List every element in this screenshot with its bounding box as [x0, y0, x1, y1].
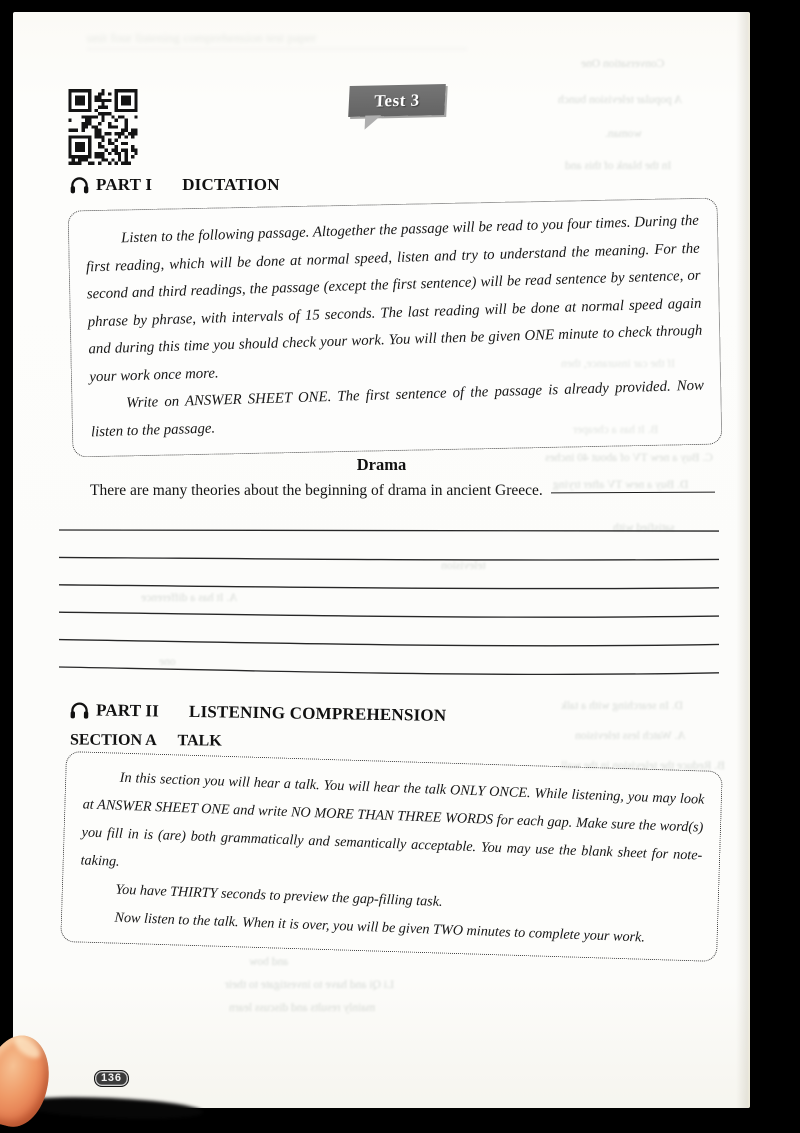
bleedthrough-text: Li Qi and have to investigate to their [225, 979, 394, 991]
passage-title: Drama [356, 455, 407, 474]
bleedthrough-page-header: unit four listening comprehension test paper [87, 30, 467, 50]
part1-instructions-paragraph: Write on ANSWER SHEET ONE. The first sentence of the passage is already provided. Now listen to the passage. [90, 377, 705, 440]
scanned-test-page [13, 12, 750, 1108]
part2-instructions-box [60, 751, 723, 962]
section-a-label: SECTION A [69, 731, 156, 750]
headphones-icon [70, 177, 89, 194]
bleedthrough-text: television [441, 560, 486, 572]
part1-label: PART I [96, 175, 153, 194]
page-number-badge: 136 [94, 1070, 129, 1087]
qr-code-svg [68, 89, 138, 165]
writing-lines [53, 516, 725, 688]
bleedthrough-text: satisfied with [613, 522, 675, 534]
part2-instructions-paragraph: In this section you will hear a talk. You will hear the talk ONLY ONCE. While listening, you may look at ANSWER SHEET ONE and write NO MORE THAN THREE WORDS for each gap. Make sure the word(s) you fill in is (are) both grammatically and semantically acceptable. You may use the blank sheet for note-taking. [80, 769, 705, 870]
passage-first-sentence: There are many theories about the beginning of drama in ancient Greece. [90, 482, 543, 499]
passage-first-sentence-row [58, 482, 715, 500]
bleedthrough-text: mainly results and discuss learn [229, 1002, 376, 1014]
section-a-name: TALK [177, 732, 222, 750]
part2-name: LISTENING COMPREHENSION [188, 701, 447, 725]
bleedthrough-text: In the blank of this and [565, 160, 672, 172]
bleedthrough-text: D. Buy a new TV after trying [553, 479, 689, 491]
bleedthrough-text: B. It has a cheaper [573, 424, 659, 436]
bleedthrough-text: A popular television bunch [558, 94, 683, 106]
bleedthrough-text: C. Buy a new TV of about 40 inches [545, 452, 713, 464]
part1-instructions-box [68, 198, 723, 458]
part1-heading [70, 175, 280, 195]
bleedthrough-text: A. It has a difference [141, 592, 238, 604]
bleedthrough-text: D. In searching with a talk [561, 700, 683, 712]
bleedthrough-text: B. Reduce the television in the wall [561, 760, 725, 772]
bleedthrough-text: woman. [605, 128, 642, 140]
bleedthrough-text: If the car insurance, then [561, 358, 675, 370]
headphones-icon [70, 702, 89, 719]
part1-name: DICTATION [182, 175, 280, 194]
bleedthrough-text: one [159, 656, 176, 668]
part2-heading [70, 700, 447, 726]
part2-instructions-paragraph: You have THIRTY seconds to preview the gap-filling task. [115, 881, 443, 910]
bleedthrough-text: Conversation One [581, 58, 665, 70]
part2-label: PART II [95, 700, 160, 721]
bleedthrough-text: A. Watch less television [575, 730, 686, 742]
answer-blank-line [551, 492, 715, 494]
test-banner-label: Test 3 [373, 90, 421, 110]
part1-instructions-paragraph: Listen to the following passage. Altogether the passage will be read to you four times. During the first reading, which will be done at normal speed, listen and try to understand the meaning. For the second and third readings, the passage (except the first sentence) will be read sentence by sentence, or phrase by phrase, with intervals of 15 seconds. The last reading will be done at normal speed again and during this time you should check your work. You will then be given ONE minute to check through your work once more. [85, 212, 703, 385]
section-a-heading [70, 731, 222, 750]
test-banner [348, 84, 446, 117]
qr-code [68, 89, 138, 165]
bleedthrough-text: and bow [249, 956, 289, 968]
part2-instructions-paragraph: Now listen to the talk. When it is over, you will be given TWO minutes to complete your work. [114, 909, 646, 946]
